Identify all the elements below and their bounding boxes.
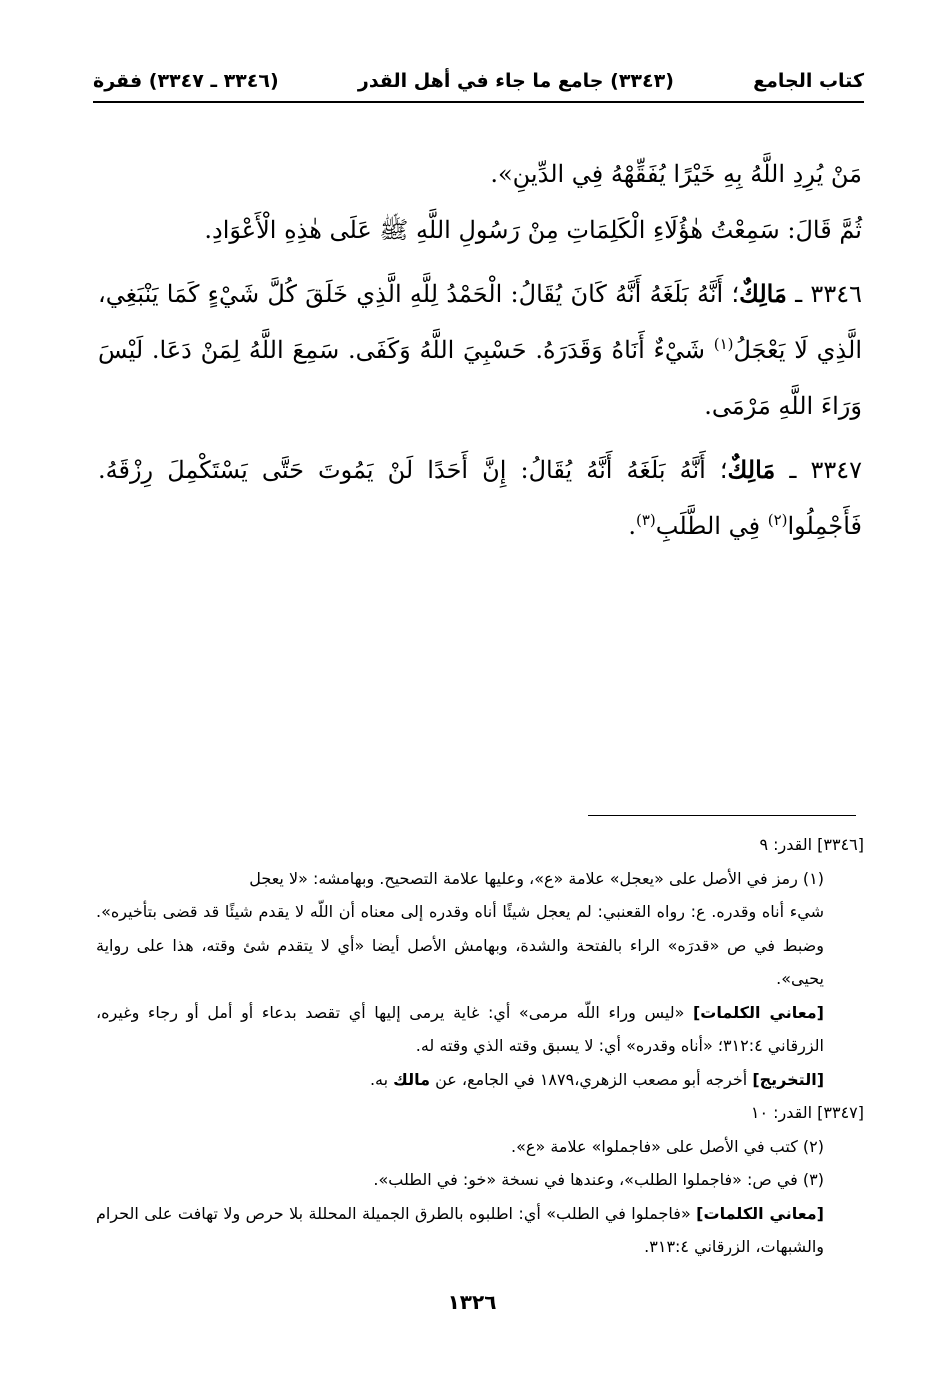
footnote-divider	[588, 815, 856, 816]
paragraph-number: ٣٣٤٦ ـ	[795, 280, 862, 308]
footnote-marker-1[interactable]: (١)	[713, 335, 734, 353]
meanings-text: «فاجملوا في الطلب» أي: اطلبوه بالطرق الجميلة المحللة بلا حرص ولا تهافت على الحرام والشبهات، الزرقاني ٣١٣:٤.	[96, 1203, 824, 1256]
text-line-1: مَنْ يُرِدِ اللَّهُ بِهِ خَيْرًا يُفَقِّهْهُ فِي الدِّينِ».	[490, 160, 862, 188]
text-line-2: ثُمَّ قَالَ: سَمِعْتُ هٰؤُلَاءِ الْكَلِمَاتِ مِنْ رَسُولِ اللَّهِ ﷺ عَلَى هٰذِهِ الْأَعْوَادِ.	[204, 216, 862, 244]
paragraph-text: .	[628, 512, 636, 540]
footnote-1-text: شيء أناه وقدره. ع: رواه القعنبي: لم يعجل شيئًا أناه وقدره إلى معناه أن اللّه لا يقدم شيئًا قد قضى بتأخيره». وضبط في ص «قدرَه» الراء بالفتحة والشدة، وبهامش الأصل أيضا «أي لا يتقدم شئ وقته، هذا على رواية يحيى».	[96, 902, 824, 988]
footnote-2: (٢) كتب في الأصل على «فاجملوا» علامة «ع».	[511, 1136, 824, 1156]
header-divider	[93, 101, 864, 103]
narrator-name: مَالِكٌ	[739, 279, 787, 308]
narrator-name: مَالِكٌ	[727, 455, 776, 484]
takhrij-text-end: به.	[369, 1069, 394, 1089]
paragraph-text: فِي الطَّلَبِ	[655, 512, 768, 540]
reference-3346: [٣٣٤٦] القدر: ٩	[759, 835, 864, 854]
reference-3347: [٣٣٤٧] القدر: ١٠	[750, 1103, 864, 1122]
running-head	[93, 64, 864, 98]
chapter-title: (٣٣٤٣) جامع ما جاء في أهل القدر	[357, 70, 674, 92]
paragraph-number: ٣٣٤٧ ـ	[789, 456, 863, 484]
footnote-3: (٣) في ص: «فاجملوا الطلب»، وعندها في نسخة «خو: في الطلب».	[373, 1170, 824, 1189]
footnote-marker-2[interactable]: (٢)	[767, 511, 788, 529]
main-text	[98, 146, 862, 554]
book-section-title: كتاب الجامع	[753, 70, 864, 92]
takhrij-malik: مالك	[393, 1069, 430, 1089]
footnote-1-first-line: (١) رمز في الأصل على «يعجل» علامة «ع»، وعليها علامة التصحيح. وبهامشه: «لا يعجل	[249, 868, 824, 888]
meanings-3346	[96, 996, 864, 1063]
paragraph-text: شَيْءٌ أَنَاهُ وَقَدَرَهُ. حَسْبِيَ اللَّهُ وَكَفَى. سَمِعَ اللَّهُ لِمَنْ دَعَا. لَيْسَ وَرَاءَ اللَّهِ مَرْمَى.	[98, 336, 862, 420]
meanings-label: [معاني الكلمات]	[692, 1002, 824, 1022]
meanings-text: «ليس وراء اللّه مرمى» أي: غاية يرمى إليها أي تقصد بدعاء أو أمل أو رجاء وغيره، الزرقاني ٣١٢:٤؛ «أناه وقدره» أي: لا يسبق وقته الذي وقته له.	[96, 1002, 824, 1055]
takhrij-text: أخرجه أبو مصعب الزهري،١٨٧٩ في الجامع، عن	[430, 1069, 753, 1089]
page-number: ١٣٢٦	[447, 1290, 497, 1314]
footnote-1	[96, 862, 864, 996]
takhrij-3346	[96, 1063, 864, 1097]
footnote-marker-3[interactable]: (٣)	[636, 511, 656, 529]
paragraph-3346	[98, 266, 862, 434]
footnotes	[96, 828, 864, 1264]
paragraph-3347	[98, 442, 862, 554]
takhrij-label: [التخريج]	[752, 1069, 824, 1089]
meanings-3347	[96, 1197, 864, 1264]
paragraph-range: (٣٣٤٦ ـ ٣٣٤٧) فقرة	[93, 70, 279, 92]
paragraph-text: ؛ أَنَّهُ بَلَغَهُ أَنَّهُ يُقَالُ: إِنَّ أَحَدًا لَنْ يَمُوتَ حَتَّى يَسْتَكْمِلَ رِزْقَهُ. فَأَجْمِلُوا	[98, 456, 862, 540]
meanings-label: [معاني الكلمات]	[696, 1203, 824, 1223]
paragraph-text: ؛ أَنَّهُ بَلَغَهُ أَنَّهُ كَانَ يُقَالُ: الْحَمْدُ لِلَّهِ الَّذِي خَلَقَ كُلَّ شَيْءٍ كَمَا يَنْبَغِي، الَّذِي لَا يَعْجَلُ	[98, 280, 863, 364]
